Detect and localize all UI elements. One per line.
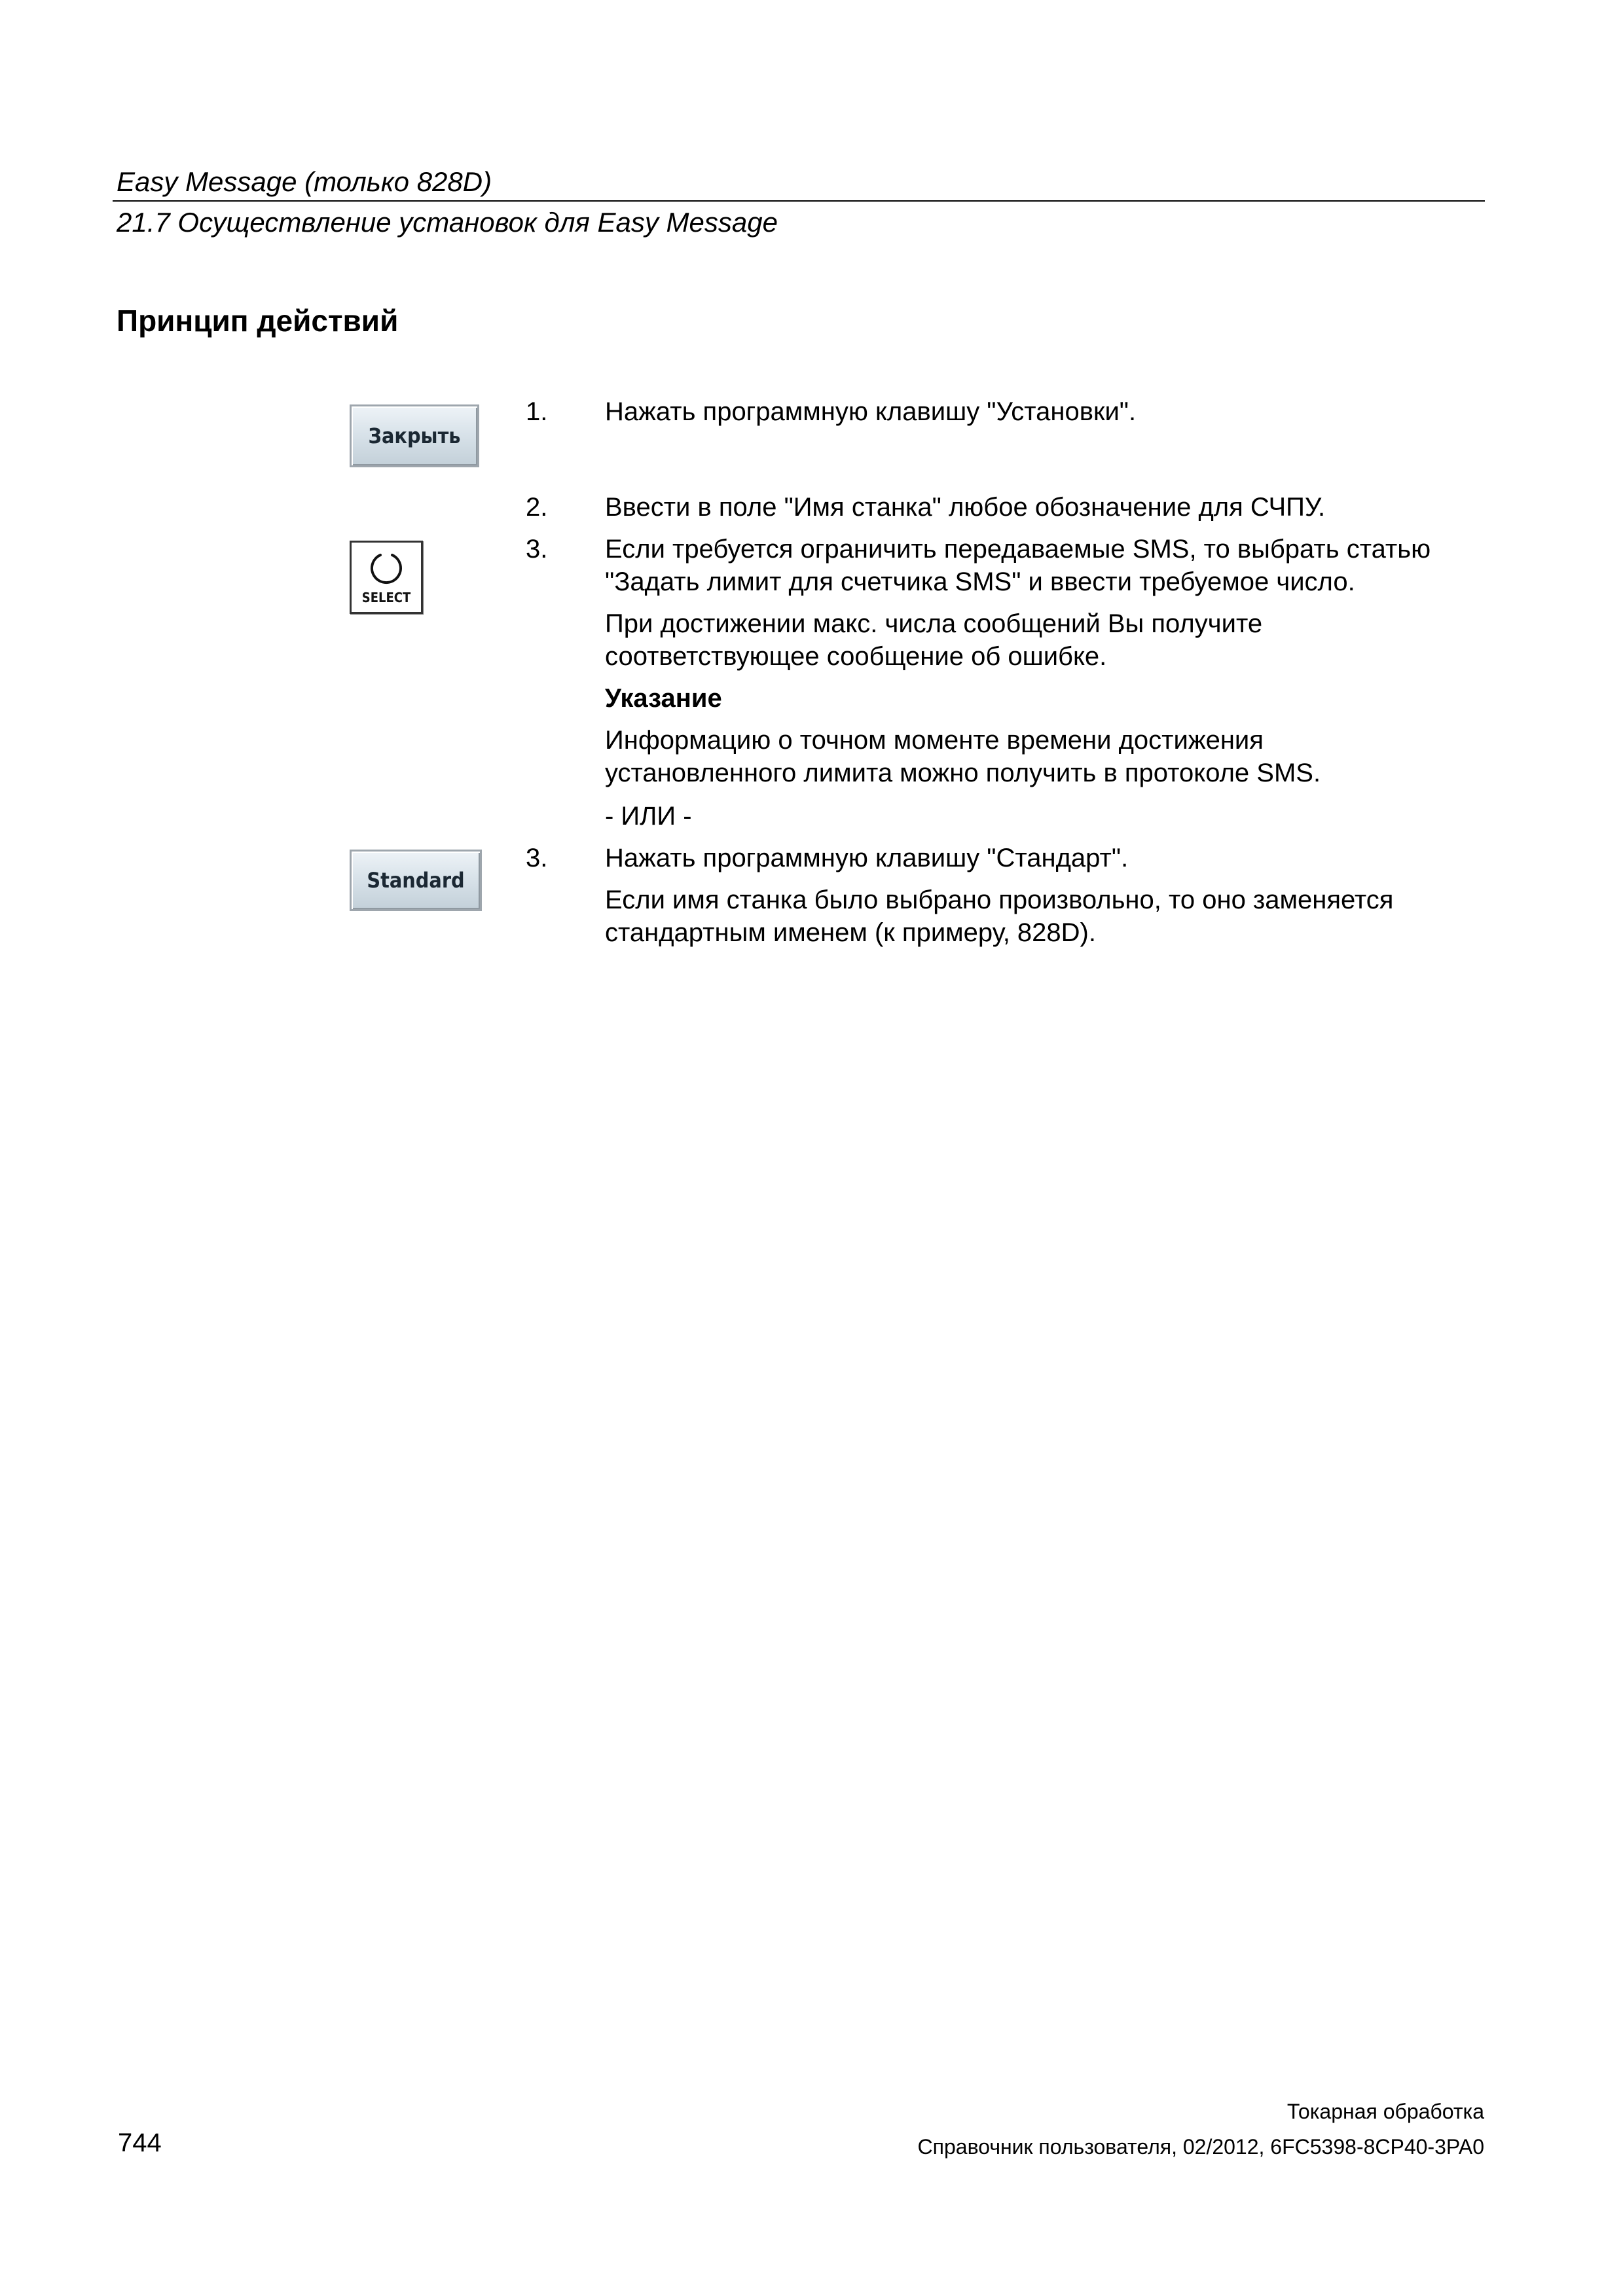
note-block xyxy=(605,682,1321,789)
step-line: соответствующее сообщение об ошибке. xyxy=(605,642,1107,671)
note-title: Указание xyxy=(605,684,722,713)
select-key[interactable] xyxy=(350,541,423,614)
step-line: "Задать лимит для счетчика SMS" и ввести требуемое число. xyxy=(605,567,1355,596)
step-text xyxy=(605,491,1325,524)
chapter-title: Easy Message (только 828D) xyxy=(117,166,492,197)
close-softkey-label: Закрыть xyxy=(368,423,461,448)
note-line: Информацию о точном моменте времени достижения xyxy=(605,726,1264,755)
step-number: 3. xyxy=(526,844,548,872)
manual-info: Справочник пользователя, 02/2012, 6FC5398-8CP40-3PA0 xyxy=(917,2135,1484,2159)
step-line: Ввести в поле "Имя станка" любое обозначение для СЧПУ. xyxy=(605,493,1326,522)
step-number: 1. xyxy=(526,397,548,426)
standard-softkey[interactable] xyxy=(350,850,482,911)
step-number: 3. xyxy=(526,535,548,564)
section-subtitle: 21.7 Осуществление установок для Easy Message xyxy=(117,207,778,238)
step-text xyxy=(605,607,1262,673)
step-line: Если имя станка было выбрано произвольно, то оно заменяется xyxy=(605,886,1394,914)
book-title: Токарная обработка xyxy=(1286,2100,1484,2123)
step-text xyxy=(605,842,1128,874)
step-number: 2. xyxy=(526,493,548,522)
standard-softkey-label: Standard xyxy=(367,868,465,893)
note-line: установленного лимита можно получить в протоколе SMS. xyxy=(605,759,1321,787)
close-softkey[interactable] xyxy=(350,404,479,467)
select-icon xyxy=(367,549,405,587)
step-line: Нажать программную клавишу "Стандарт". xyxy=(605,844,1129,872)
page-number: 744 xyxy=(118,2128,162,2157)
step-line: Нажать программную клавишу "Установки". xyxy=(605,397,1137,426)
step-text xyxy=(605,395,1136,428)
header-rule xyxy=(113,200,1485,202)
step-text xyxy=(605,884,1393,949)
step-line: стандартным именем (к примеру, 828D). xyxy=(605,918,1096,947)
step-text xyxy=(605,533,1431,598)
section-title: Принцип действий xyxy=(117,304,399,338)
step-line: Если требуется ограничить передаваемые SMS, то выбрать статью xyxy=(605,535,1431,564)
select-key-label: SELECT xyxy=(361,590,411,605)
or-separator: - ИЛИ - xyxy=(605,802,692,831)
step-line: При достижении макс. числа сообщений Вы получите xyxy=(605,609,1263,638)
